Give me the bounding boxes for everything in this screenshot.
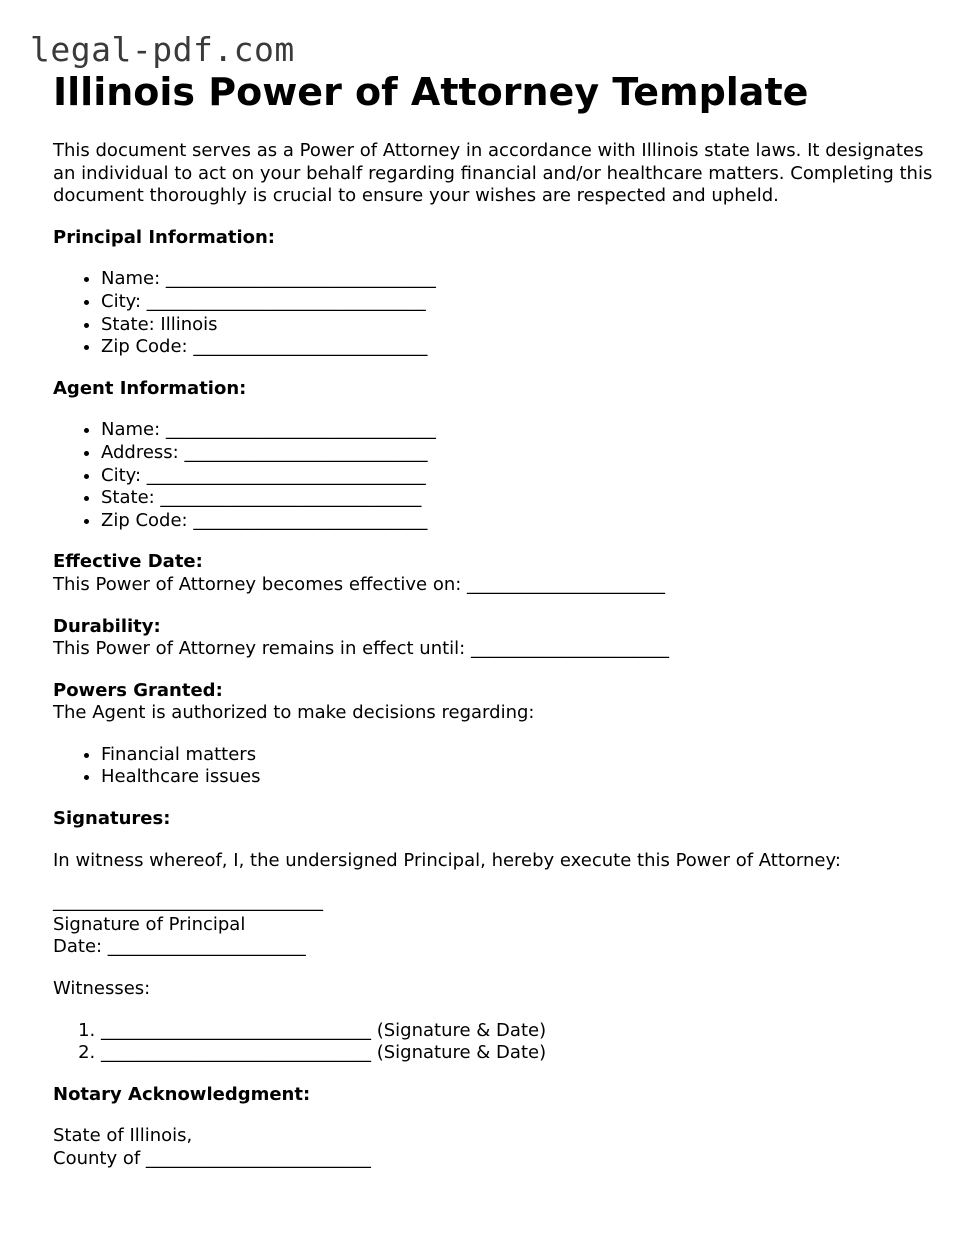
site-watermark: legal-pdf.com (30, 30, 295, 69)
agent-state-field: • State: _____________________________ (101, 487, 933, 510)
agent-city-field: • City: _______________________________ (101, 465, 933, 488)
agent-name-field: • Name: ______________________________ (101, 419, 933, 442)
witnesses-label: Witnesses: (53, 978, 151, 1000)
principal-name-field: • Name: ______________________________ (101, 268, 933, 291)
agent-heading: Agent Information: (53, 377, 247, 399)
witness-statement: In witness whereof, I, the undersigned Principal, hereby execute this Power of Attorney: (53, 849, 841, 871)
durability-heading: Durability: (53, 615, 161, 637)
witness-signature-line: 2. ______________________________ (Signature & Date) (101, 1042, 933, 1065)
notary-state: State of Illinois, (53, 1125, 193, 1147)
principal-list (53, 268, 933, 358)
agent-list (53, 419, 933, 532)
principal-zip-field: • Zip Code: __________________________ (101, 336, 933, 359)
effective-date-heading: Effective Date: (53, 551, 203, 573)
principal-heading: Principal Information: (53, 226, 276, 248)
document-body (53, 70, 933, 1171)
notary-heading: Notary Acknowledgment: (53, 1083, 311, 1105)
notary-county: County of _________________________ (53, 1148, 371, 1169)
durability-text: This Power of Attorney remains in effect until: ______________________ (53, 638, 669, 660)
principal-city-field: • City: _______________________________ (101, 291, 933, 314)
document-title: Illinois Power of Attorney Template (53, 70, 809, 114)
powers-list (53, 744, 933, 789)
powers-text: The Agent is authorized to make decisions regarding: (53, 702, 535, 724)
power-item: • Healthcare issues (101, 766, 933, 789)
principal-date-line: Date: ______________________ (53, 936, 306, 958)
principal-signature-label: Signature of Principal (53, 913, 246, 935)
powers-heading: Powers Granted: (53, 679, 223, 701)
intro-paragraph: This document serves as a Power of Attorney in accordance with Illinois state laws. It designates an individual to act on your behalf regarding financial and/or healthcare matters. Completing this document thoroughly is crucial to ensure your wishes are respected and upheld. (53, 140, 933, 207)
witness-signature-line: 1. ______________________________ (Signature & Date) (101, 1020, 933, 1043)
effective-date-text: This Power of Attorney becomes effective on: ______________________ (53, 573, 666, 595)
principal-signature-line: ______________________________ (53, 891, 323, 913)
witnesses-list (53, 1020, 933, 1065)
power-item: • Financial matters (101, 744, 933, 767)
agent-zip-field: • Zip Code: __________________________ (101, 510, 933, 533)
signatures-heading: Signatures: (53, 808, 171, 830)
principal-state-field: • State: Illinois (101, 314, 933, 337)
agent-address-field: • Address: ___________________________ (101, 442, 933, 465)
